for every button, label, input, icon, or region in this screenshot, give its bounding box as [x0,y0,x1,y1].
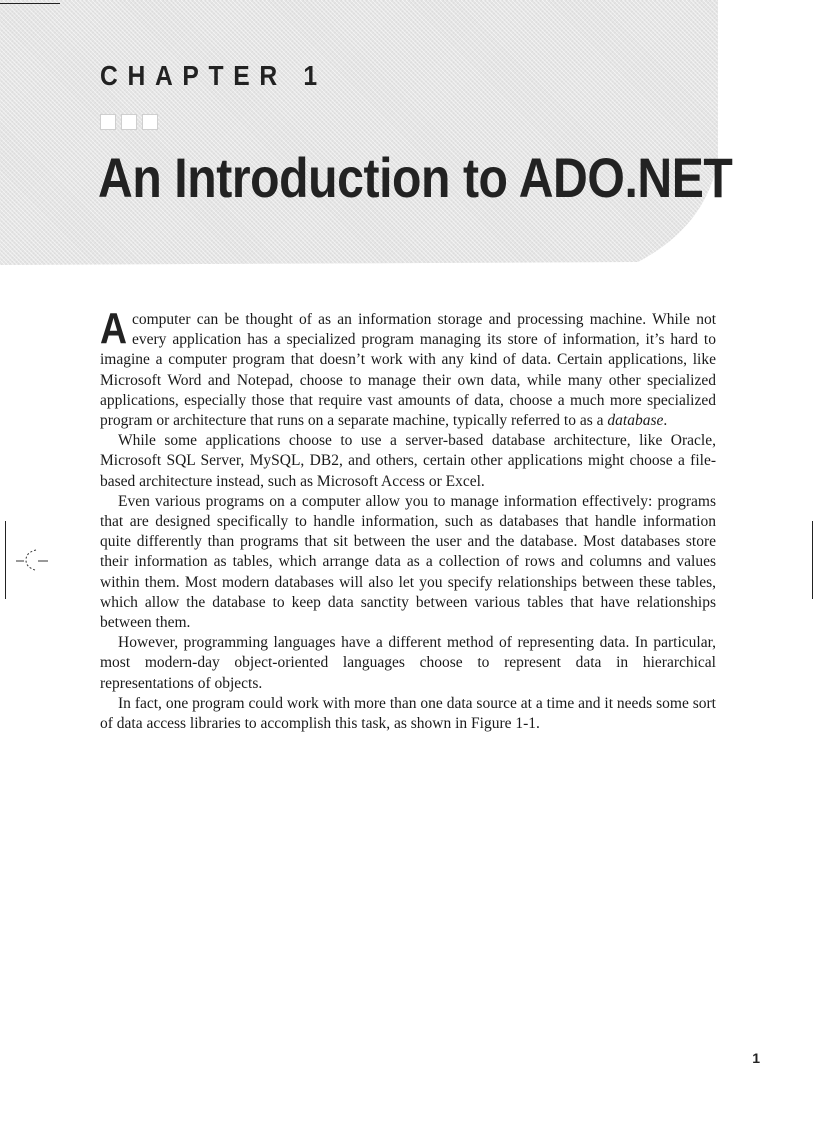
chapter-decoration-squares [100,114,158,130]
paragraph-1 [100,304,716,431]
chapter-title: An Introduction to ADO.NET [98,146,733,209]
page-number: 1 [752,1050,760,1066]
chapter-label: CHAPTER 1 [100,60,327,91]
paragraph-2: While some applications choose to use a server-based database architecture, like Oracle, Microsoft SQL Server, MySQL, DB2, and others, certain other applications might choose a file-based architecture instead, such as Microsoft Access or Excel. [100,432,716,490]
decoration-square [121,114,137,130]
paragraph-1-text: computer can be thought of as an information storage and processing machine. While not every application has a specialized program managing its store of information, it’s hard to imagine a computer program that doesn’t work with any kind of data. Certain applications, like Microsoft Word and Notepad, choose to manage their own data, while many other specialized applications, especially those that require vast amounts of data, choose a much more specialized program or architecture that runs on a separate machine, typically referred to as a [100,311,716,430]
body-text [100,304,716,734]
emphasized-term: database [607,412,664,430]
paragraph-5: In fact, one program could work with more than one data source at a time and it needs some sort of data access libraries to accomplish this task, as shown in Figure 1-1. [100,694,716,733]
paragraph-3: Even various programs on a computer allow you to manage information effectively: programs that are designed specifically to handle information, such as databases that handle information quite differently than programs that sit between the user and the database. Most databases store their information as tables, which arrange data as a collection of rows and columns and values within them. Most modern databases will also let you specify relationships between these tables, which allow the database to keep data sanctity between various tables that have relationships between them. [100,492,716,632]
paragraph-4: However, programming languages have a different method of representing data. In particular, most modern-day object-oriented languages choose to represent data in hierarchical representations of objects. [100,634,716,692]
decoration-square [142,114,158,130]
crop-mark-top-left [0,3,60,4]
registration-mark-icon [14,546,50,574]
margin-rule-left [5,521,6,599]
chapter-header-band [0,0,816,265]
drop-cap: A [100,304,128,353]
decoration-square [100,114,116,130]
margin-rule-right [812,521,813,599]
paragraph-1-end: . [663,412,668,430]
